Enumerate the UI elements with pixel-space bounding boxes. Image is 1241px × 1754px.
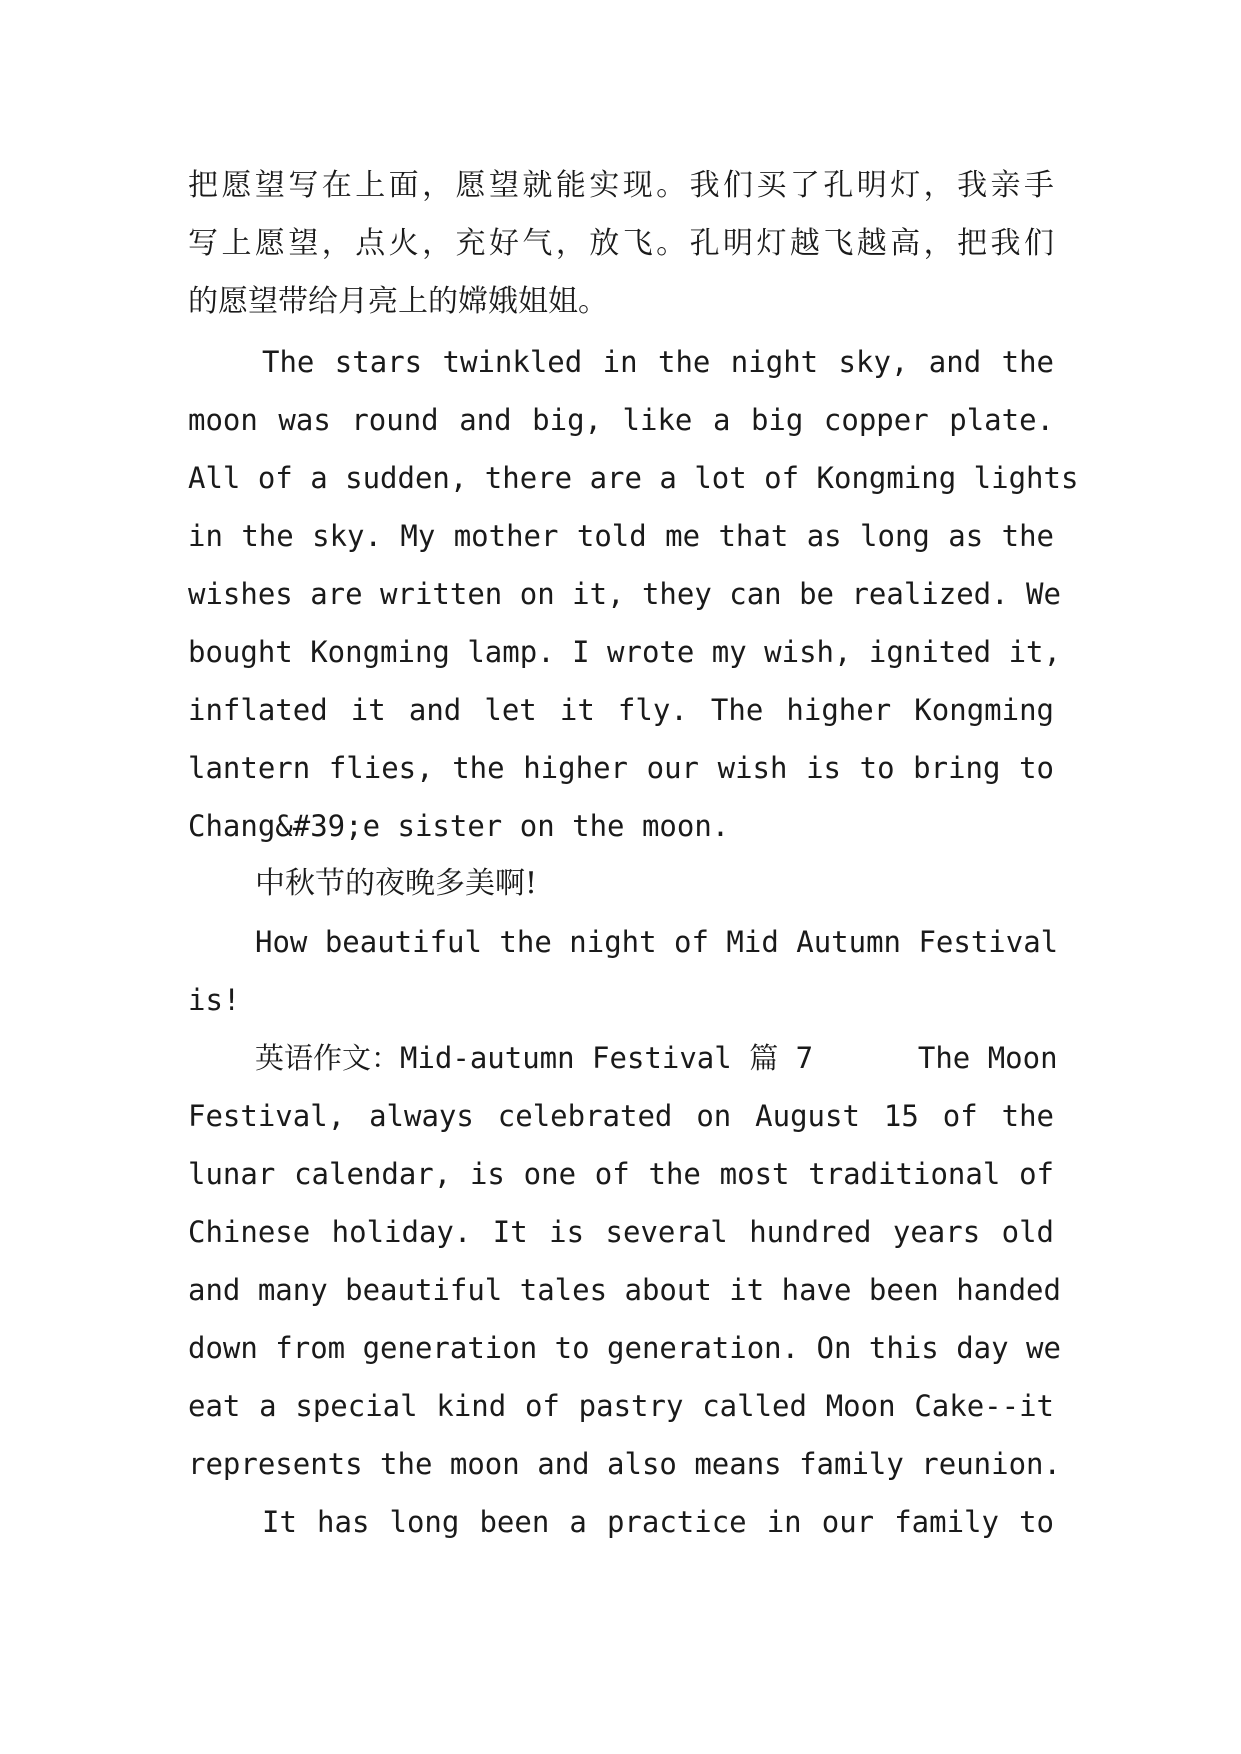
text-line: Chang&#39;e sister on the moon.	[188, 809, 730, 843]
text-line: Festival, always celebrated on August 15 of the	[188, 1099, 1054, 1133]
text-line: All of a sudden, there are a lot of Kongming lights	[188, 461, 1079, 495]
text-line: moon was round and big, like a big copper plate.	[188, 403, 1054, 437]
text-line: 中秋节的夜晚多美啊!	[255, 866, 538, 901]
text-line: inflated it and let it fly. The higher Kongming	[188, 693, 1054, 727]
text-line: represents the moon and also means family reunion.	[188, 1447, 1061, 1481]
text-line: Chinese holiday. It is several hundred years old	[188, 1215, 1054, 1249]
text-line: down from generation to generation. On this day we	[188, 1331, 1061, 1365]
text-line: How beautiful the night of Mid Autumn Festival	[255, 925, 1059, 959]
text-line: and many beautiful tales about it have been handed	[188, 1273, 1061, 1307]
text-line: wishes are written on it, they can be realized. We	[188, 577, 1061, 611]
text-line: The stars twinkled in the night sky, and the	[262, 345, 1054, 379]
text-line: 写上愿望，点火，充好气，放飞。孔明灯越飞越高，把我们	[188, 226, 1054, 261]
text-line: bought Kongming lamp. I wrote my wish, ignited it,	[188, 635, 1061, 669]
text-line: 的愿望带给月亮上的嫦娥姐姐。	[188, 284, 608, 319]
text-line: 把愿望写在上面，愿望就能实现。我们买了孔明灯，我亲手	[188, 168, 1054, 203]
text-line: eat a special kind of pastry called Moon Cake--it	[188, 1389, 1054, 1423]
text-line: lunar calendar, is one of the most traditional of	[188, 1157, 1054, 1191]
text-line: lantern flies, the higher our wish is to bring to	[188, 751, 1054, 785]
text-line: in the sky. My mother told me that as long as the	[188, 519, 1054, 553]
text-line: 英语作文：Mid-autumn Festival 篇 7 The Moon	[255, 1041, 1058, 1075]
text-line: It has long been a practice in our family to	[262, 1505, 1054, 1539]
text-line: is!	[188, 983, 241, 1017]
